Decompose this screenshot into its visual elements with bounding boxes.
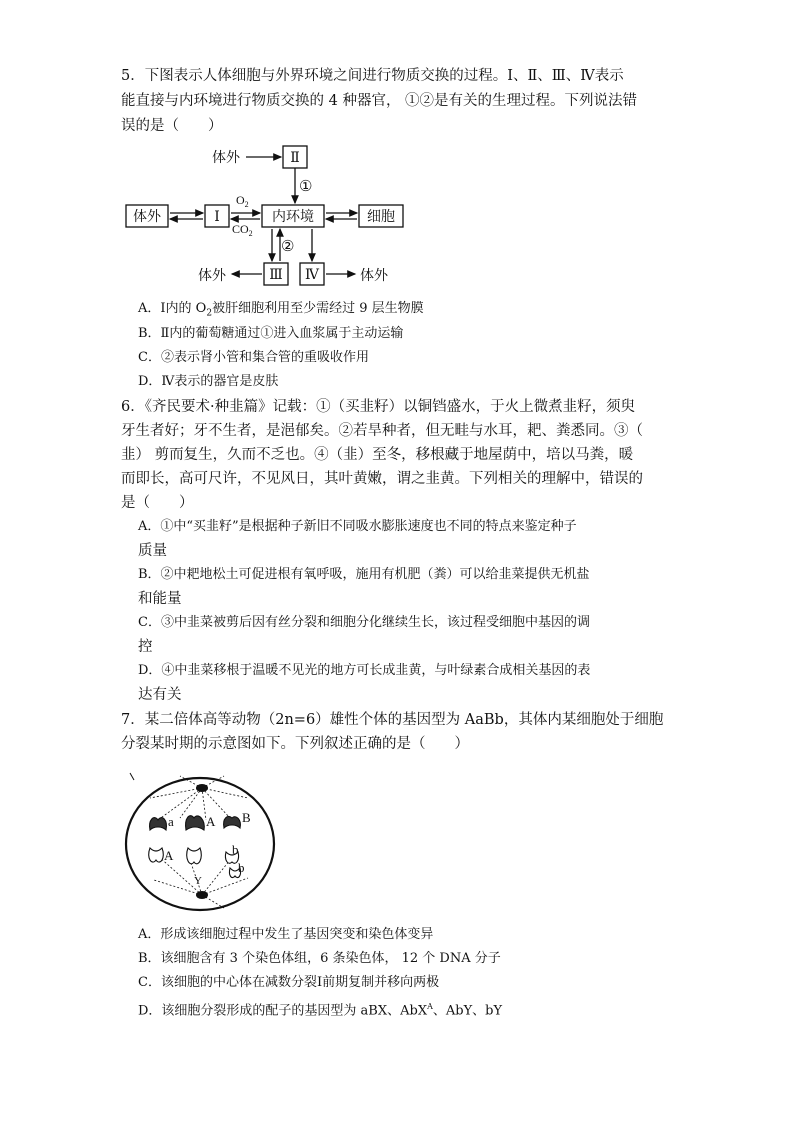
q7-cell-division-figure: [120, 768, 280, 918]
q7-stem-line-1: 7．某二倍体高等动物（2n=6）雄性个体的基因型为 AaBb，其体内某细胞处于细胞: [121, 712, 664, 728]
q5-option-c: C．②表示肾小管和集合管的重吸收作用: [138, 350, 369, 365]
q6-option-c-cont: 控: [138, 639, 153, 655]
lower-chromosomes: [149, 848, 241, 878]
q6-option-a: A．①中“买韭籽”是根据种子新旧不同吸水膨胀速度也不同的特点来鉴定种子: [138, 519, 577, 534]
q5-option-a: A．Ⅰ内的 $O_2$被肝细胞利用至少需经过 9 层生物膜: [138, 301, 424, 319]
outside-label-bottom-right: 体外: [360, 269, 388, 284]
q5-stem-line-2: 能直接与内环境进行物质交换的 4 种器官， ①②是有关的生理过程。下列说法错: [121, 93, 638, 109]
q6-option-c: C．③中韭菜被剪后因有丝分裂和细胞分化继续生长，该过程受细胞中基因的调: [138, 615, 590, 630]
q5-option-b: B．Ⅱ内的葡萄糖通过①进入血浆属于主动运输: [138, 326, 404, 341]
o2-label: $O_2$: [236, 193, 249, 209]
internal-environment-label: 内环境: [272, 210, 314, 225]
gene-label-b2: b: [238, 860, 245, 875]
process-1-label: ①: [299, 179, 313, 195]
outside-label-left: 体外: [133, 210, 161, 225]
q6-stem-line-1: 6．《齐民要术·种韭篇》记载：①（买韭籽）以铜铛盛水，于火上微煮韭籽，须臾: [121, 399, 636, 415]
q5-option-d: D．Ⅳ表示的器官是皮肤: [138, 374, 279, 389]
gene-label-a1: a: [168, 814, 174, 829]
q6-option-b: B．②中耙地松土可促进根有氧呼吸，施用有机肥（粪）可以给韭菜提供无机盐: [138, 567, 590, 582]
q7-option-a: A．形成该细胞过程中发生了基因突变和染色体变异: [138, 927, 434, 942]
process-2-label: ②: [281, 239, 295, 255]
q7-option-c: C．该细胞的中心体在减数分裂Ⅰ前期复制并移向两极: [138, 975, 440, 990]
organ-1-label: Ⅰ: [214, 210, 220, 225]
outside-label-top: 体外: [212, 151, 240, 166]
cell-label: 细胞: [367, 210, 395, 225]
gene-label-A1: A: [206, 814, 216, 829]
organ-3-label: Ⅲ: [269, 268, 283, 283]
upper-chromosomes: [150, 816, 241, 830]
q6-stem-line-3: 韭） 剪而复生，久而不乏也。④（韭）至冬，移根藏于地屋荫中，培以马粪，暖: [121, 447, 634, 463]
q7-option-b: B．该细胞含有 3 个染色体组，6 条染色体， 12 个 DNA 分子: [138, 951, 501, 966]
gene-label-A2: A: [164, 848, 174, 863]
organ-2-label: Ⅱ: [290, 151, 300, 166]
q7-option-d: D．该细胞分裂形成的配子的基因型为 aBX、AbX$^A$、AbY、bY: [138, 1002, 503, 1019]
q5-stem-line-3: 误的是（ ）: [121, 118, 223, 134]
gene-label-Y: Y: [194, 875, 202, 887]
q5-stem-line-1: 5．下图表示人体细胞与外界环境之间进行物质交换的过程。Ⅰ、Ⅱ、Ⅲ、Ⅳ表示: [121, 68, 624, 84]
gene-label-B1: B: [242, 810, 251, 825]
q6-option-d-cont: 达有关: [138, 687, 182, 703]
q6-stem-line-2: 牙生者好；牙不生者，是浥郁矣。②若旱种者，但无畦与水耳，耙、粪悉同。③（: [121, 423, 643, 439]
organ-4-label: Ⅳ: [305, 268, 319, 283]
q6-stem-line-4: 而即长，高可尺许，不见风日，其叶黄嫩，谓之韭黄。下列相关的理解中，错误的: [121, 471, 643, 487]
q6-option-a-cont: 质量: [138, 543, 167, 559]
co2-label: $CO_2$: [232, 222, 253, 238]
q6-option-d: D．④中韭菜移根于温暖不见光的地方可长成韭黄，与叶绿素合成相关基因的表: [138, 663, 591, 678]
q6-option-b-cont: 和能量: [138, 591, 182, 607]
q6-stem-line-5: 是（ ）: [121, 495, 194, 511]
q7-stem-line-2: 分裂某时期的示意图如下。下列叙述正确的是（ ）: [121, 736, 469, 752]
q5-exchange-diagram: [120, 140, 420, 290]
outside-label-bottom-left: 体外: [198, 269, 226, 284]
gene-label-b1: b: [232, 842, 239, 857]
